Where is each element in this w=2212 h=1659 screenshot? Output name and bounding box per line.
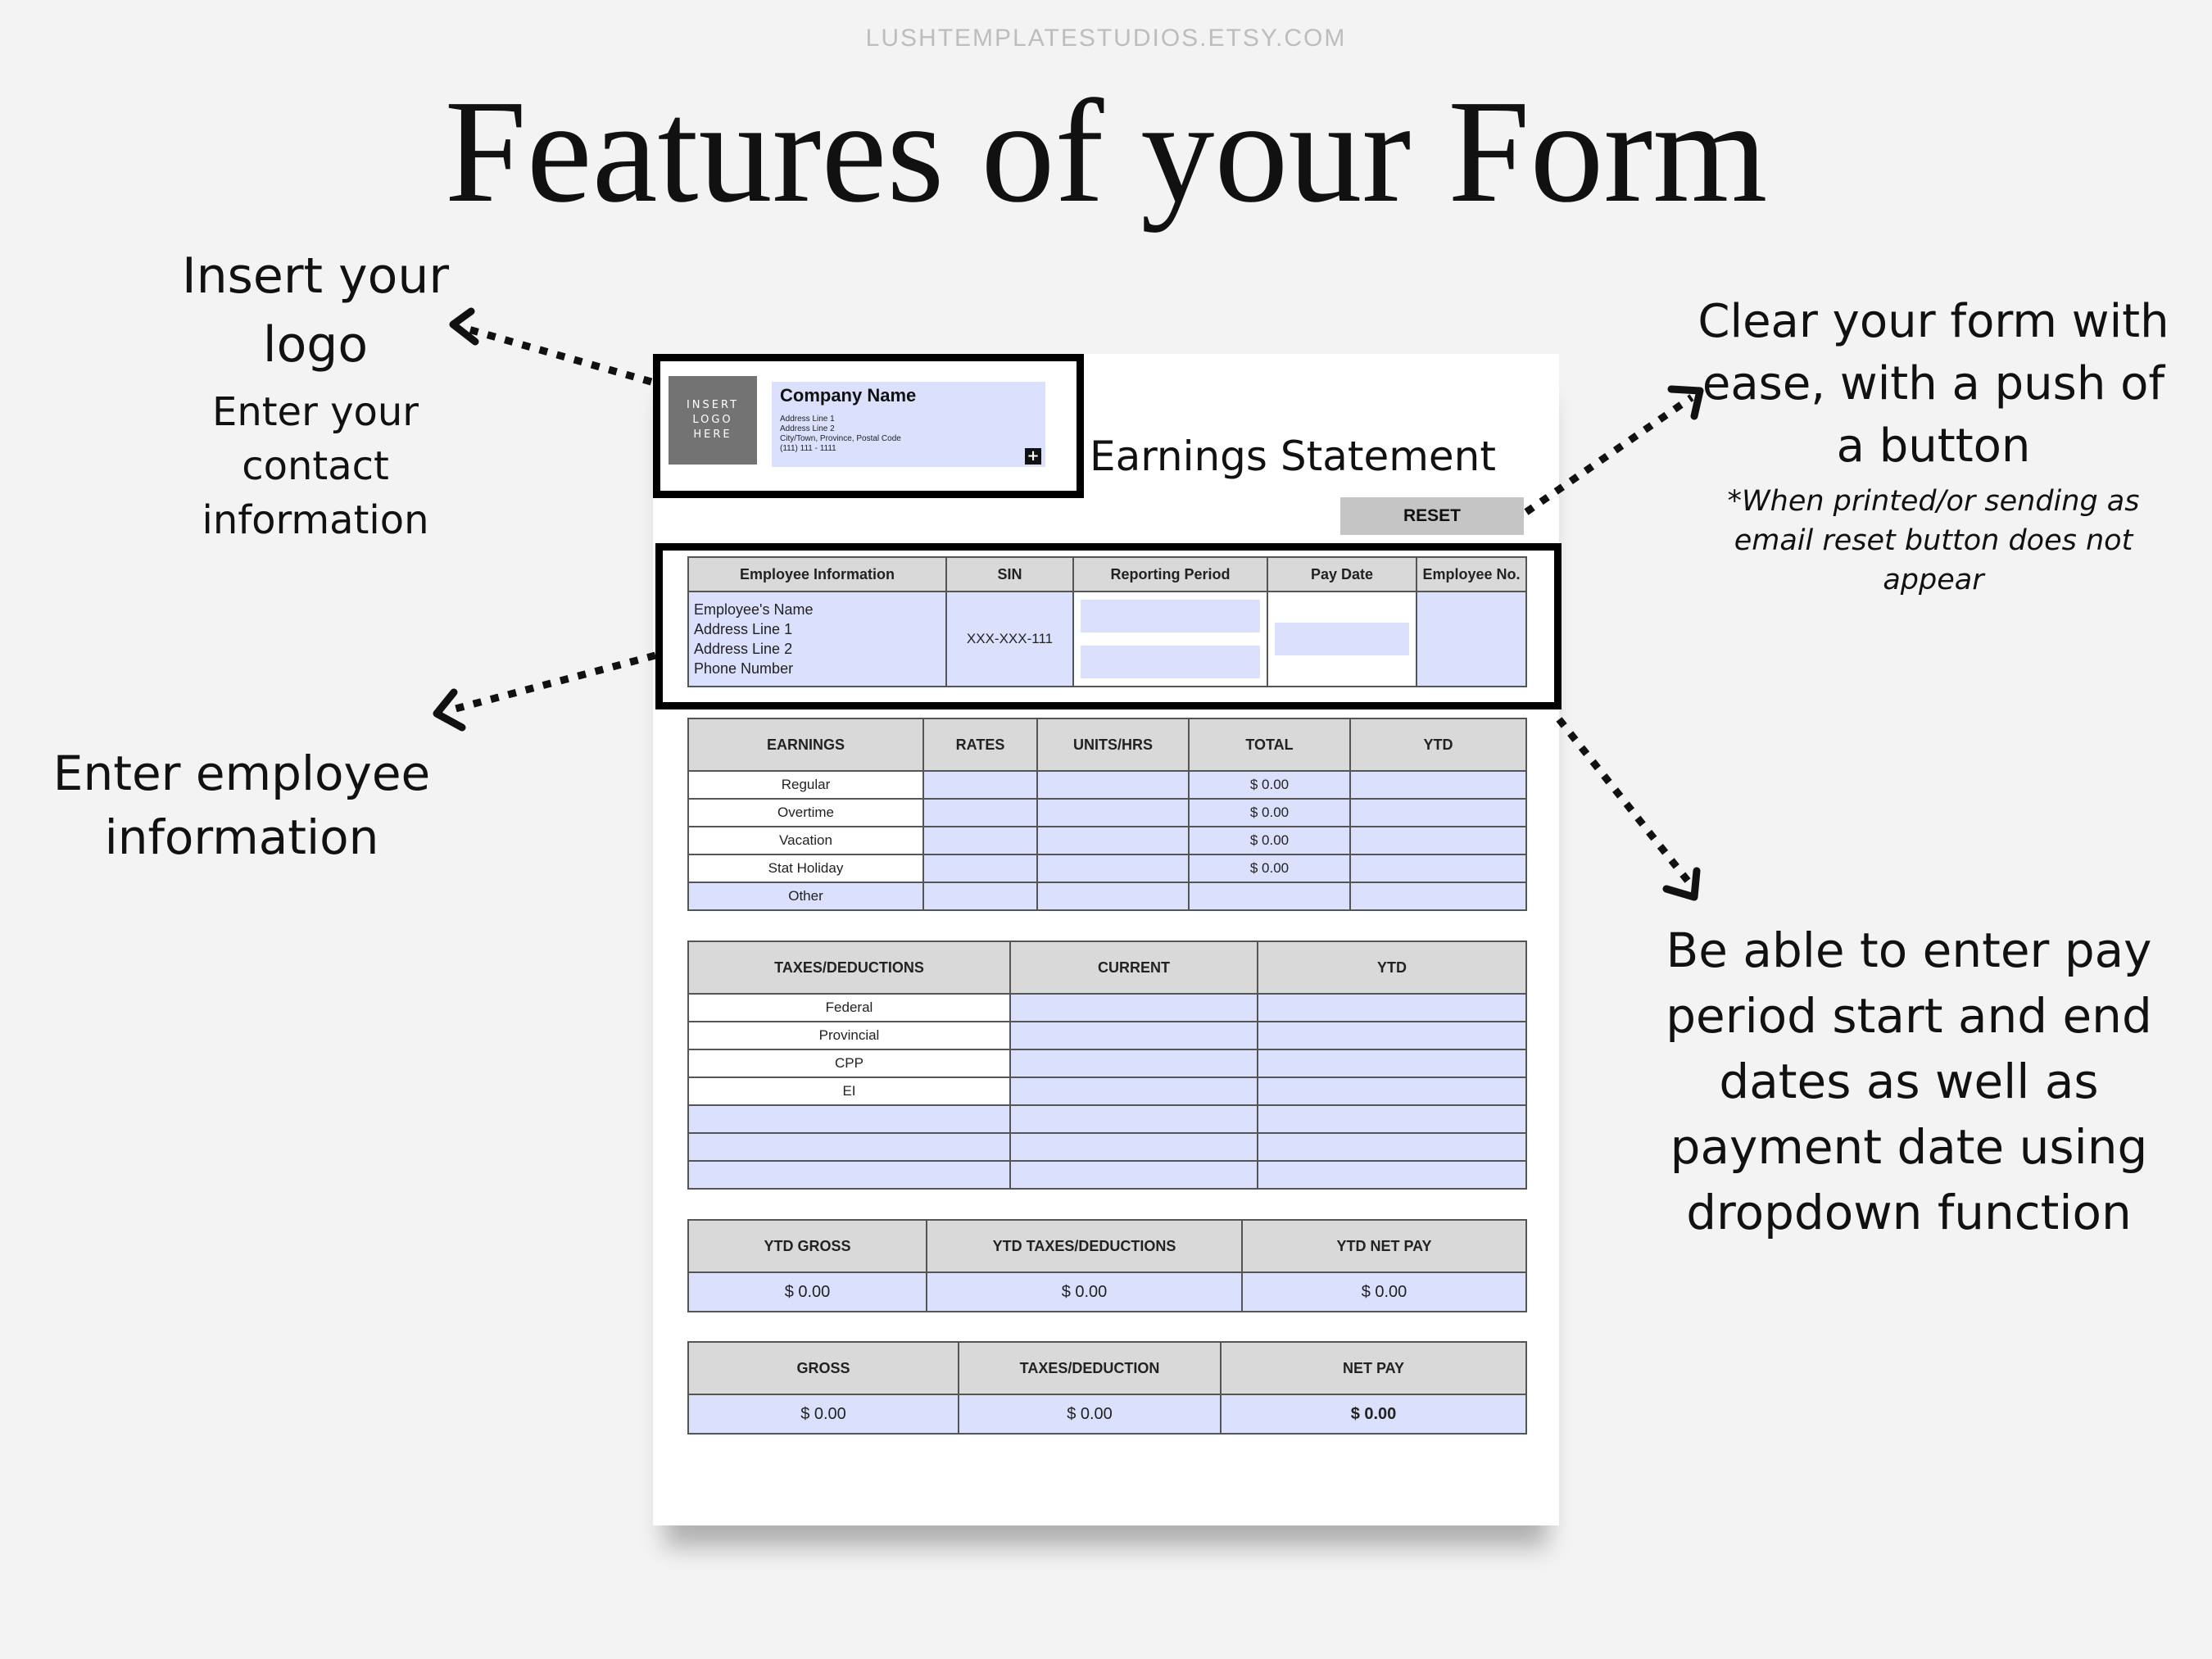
reset-button[interactable]: RESET xyxy=(1340,497,1524,535)
header-gross: GROSS xyxy=(688,1342,959,1394)
header-employee-information: Employee Information xyxy=(688,557,946,592)
ytd-taxes-value: $ 0.00 xyxy=(927,1272,1242,1312)
earnings-label: Overtime xyxy=(688,799,923,827)
employee-phone: Phone Number xyxy=(694,660,794,677)
header-ytd-gross: YTD GROSS xyxy=(688,1220,927,1272)
arrow-head-reset-icon xyxy=(1671,389,1700,416)
earnings-label: Regular xyxy=(688,771,923,799)
sin-field[interactable]: XXX-XXX-111 xyxy=(946,592,1073,687)
header-rates: RATES xyxy=(923,718,1037,771)
company-phone: (111) 111 - 1111 xyxy=(780,444,836,453)
logo-placeholder-text: INSERT LOGO HERE xyxy=(686,399,740,441)
earnings-label: Stat Holiday xyxy=(688,854,923,882)
employee-address-1: Address Line 1 xyxy=(694,621,793,637)
header-employee-no: Employee No. xyxy=(1416,557,1526,592)
expand-plus-icon[interactable]: + xyxy=(1025,448,1041,465)
header-earnings: EARNINGS xyxy=(688,718,923,771)
arrow-line-payperiod xyxy=(1559,719,1688,881)
header-sin: SIN xyxy=(946,557,1073,592)
arrow-head-payperiod-icon xyxy=(1666,871,1697,897)
tax-label: Federal xyxy=(688,994,1010,1022)
company-name: Company Name xyxy=(780,385,917,406)
header-reporting-period: Reporting Period xyxy=(1073,557,1267,592)
ytd-net-pay-value: $ 0.00 xyxy=(1242,1272,1526,1312)
employee-address-2: Address Line 2 xyxy=(694,641,793,657)
arrow-line-reset xyxy=(1526,397,1692,512)
tax-label: CPP xyxy=(688,1049,1010,1077)
tax-label: EI xyxy=(688,1077,1010,1105)
company-address-2: Address Line 2 xyxy=(780,424,835,433)
total-value: $ 0.00 xyxy=(1189,799,1350,827)
note-pay-period: Be able to enter pay period start and end dates as well as payment date using dropdown function xyxy=(1666,922,2152,1240)
header-tax-ytd: YTD xyxy=(1258,941,1526,994)
ytd-gross-value: $ 0.00 xyxy=(688,1272,927,1312)
note-employee-info: Enter employee information xyxy=(52,746,431,865)
watermark: LUSHTEMPLATESTUDIOS.ETSY.COM xyxy=(865,25,1347,52)
header-total: TOTAL xyxy=(1189,718,1350,771)
header-units-hrs: UNITS/HRS xyxy=(1037,718,1189,771)
note-clear-form: Clear your form with ease, with a push of a button xyxy=(1698,295,2169,473)
page-title: Features of your Form xyxy=(444,70,1768,233)
note-contact-info: Enter your contact information xyxy=(202,389,429,543)
header-current: CURRENT xyxy=(1010,941,1258,994)
company-city: City/Town, Province, Postal Code xyxy=(780,434,901,443)
total-value: $ 0.00 xyxy=(1189,854,1350,882)
header-ytd: YTD xyxy=(1350,718,1526,771)
note-insert-logo: Insert your logo xyxy=(181,247,450,374)
gross-value: $ 0.00 xyxy=(688,1394,959,1434)
earnings-statement-heading: Earnings Statement xyxy=(1090,433,1496,480)
header-ytd-net-pay: YTD NET PAY xyxy=(1242,1220,1526,1272)
header-net-pay: NET PAY xyxy=(1221,1342,1526,1394)
arrow-line-logo xyxy=(463,328,651,382)
header-pay-date: Pay Date xyxy=(1267,557,1416,592)
earnings-label: Vacation xyxy=(688,827,923,854)
earnings-label[interactable]: Other xyxy=(688,882,923,910)
header-taxes-deductions: TAXES/DEDUCTIONS xyxy=(688,941,1010,994)
company-address-1: Address Line 1 xyxy=(780,415,835,424)
total-value: $ 0.00 xyxy=(1189,827,1350,854)
total-value: $ 0.00 xyxy=(1189,771,1350,799)
arrow-line-employee xyxy=(446,655,655,711)
header-taxes-deduction: TAXES/DEDUCTION xyxy=(959,1342,1221,1394)
tax-label: Provincial xyxy=(688,1022,1010,1049)
note-reset-disclaimer: *When printed/or sending as email reset button does not appear xyxy=(1727,485,2140,596)
employee-name: Employee's Name xyxy=(694,601,814,618)
net-pay-value: $ 0.00 xyxy=(1221,1394,1526,1434)
header-ytd-taxes: YTD TAXES/DEDUCTIONS xyxy=(927,1220,1242,1272)
taxes-deduction-value: $ 0.00 xyxy=(959,1394,1221,1434)
